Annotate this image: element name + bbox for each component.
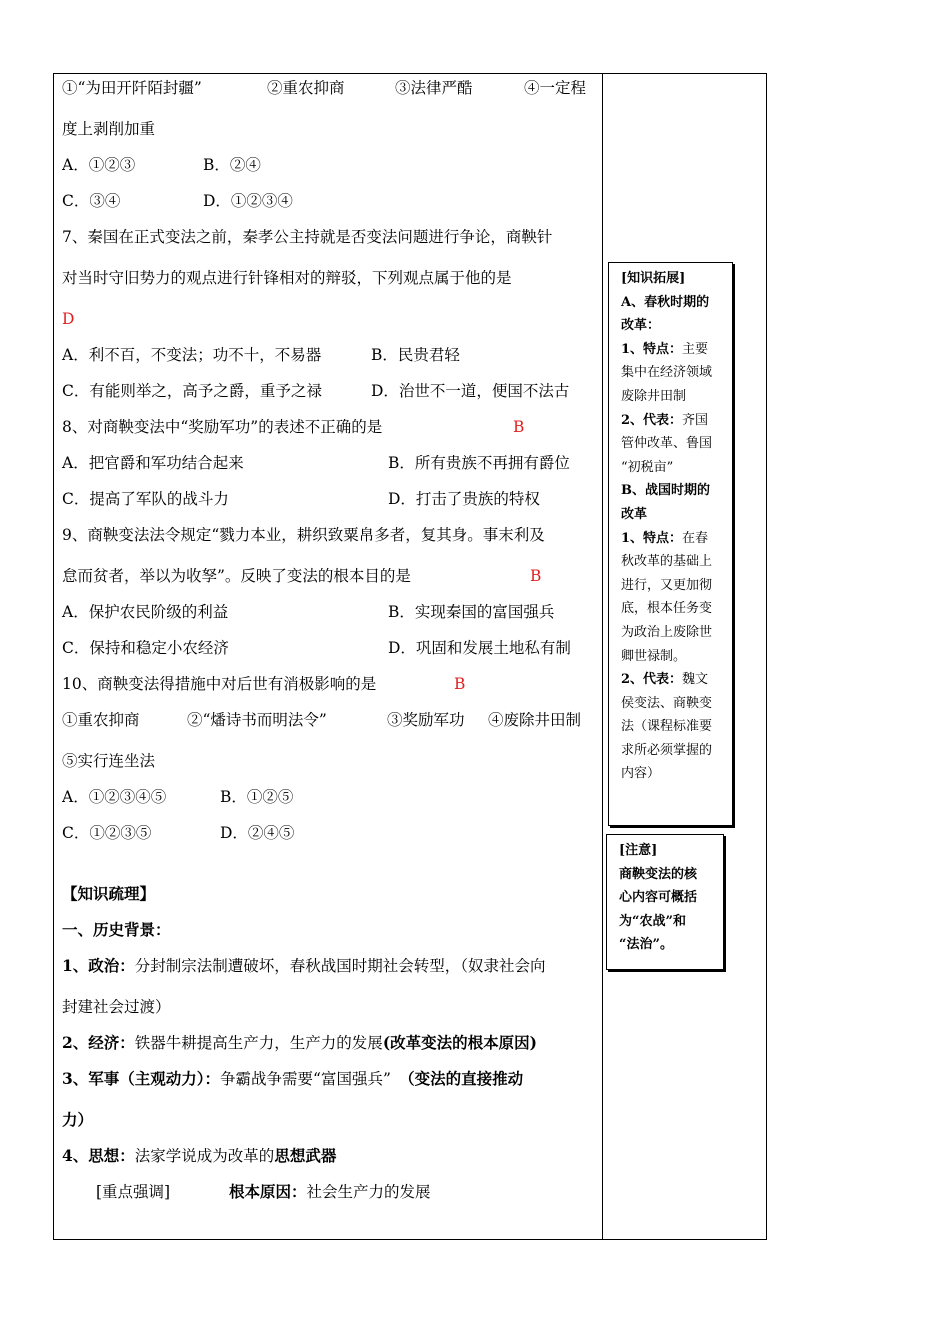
q6-opt-3: ③法律严酷 xyxy=(395,79,473,97)
sa-feature-l3: 废除井田制 xyxy=(621,388,687,404)
q10-choice-c: C．①②③⑤ xyxy=(62,824,152,842)
q10-answer: B xyxy=(454,675,466,693)
q6-choice-b: B．②④ xyxy=(203,156,261,174)
ws-rep-label: 2、代表： xyxy=(621,672,683,688)
point-politics-text: 分封制宗法制遭破坏，春秋战国时期社会转型，（奴隶社会向 xyxy=(134,957,546,975)
column-divider xyxy=(602,73,603,1240)
note-line-2: 心内容可概括 xyxy=(619,890,698,906)
ws-rep-text: 魏文 xyxy=(682,672,709,688)
summary-heading: 【知识疏理】 xyxy=(62,884,156,903)
ws-feature-l6: 卿世禄制。 xyxy=(621,648,687,664)
warring-states-heading-cont: 改革 xyxy=(621,506,648,522)
q9-choice-a: A．保护农民阶级的利益 xyxy=(62,603,229,621)
q10-choice-a: A．①②③④⑤ xyxy=(62,788,167,806)
ws-rep-l2: 侯变法、商鞅变 xyxy=(621,695,713,711)
emphasis-line xyxy=(96,1182,431,1202)
q8-choice-b: B．所有贵族不再拥有爵位 xyxy=(388,454,570,472)
q10-opt-1: ①重农抑商 xyxy=(62,711,140,729)
q9-choice-c: C．保持和稳定小农经济 xyxy=(62,639,229,657)
point-economy xyxy=(62,1033,537,1053)
q8-choice-c: C．提高了军队的战斗力 xyxy=(62,490,229,508)
point-politics-label: 1、政治： xyxy=(62,956,135,975)
q9-stem-text: 怠而贫者，举以为收孥”。反映了变法的根本目的是 xyxy=(62,567,411,585)
q8-stem: 8、对商鞅变法中“奖励军功”的表述不正确的是 xyxy=(62,418,383,436)
point-thought xyxy=(62,1146,336,1166)
ws-feature-text: 在春 xyxy=(682,530,709,546)
q6-choice-a: A．①②③ xyxy=(62,156,136,174)
q9-choice-b: B．实现秦国的富国强兵 xyxy=(388,603,555,621)
q8-choice-a: A．把官爵和军功结合起来 xyxy=(62,454,244,472)
q8-answer: B xyxy=(513,418,525,436)
emphasis-bold: 根本原因： xyxy=(229,1182,307,1201)
emphasis-label: [重点强调] xyxy=(96,1183,171,1201)
point-politics xyxy=(62,956,546,976)
ws-feature-l3: 进行，又更加彻 xyxy=(621,577,713,593)
knowledge-expansion-box xyxy=(608,262,733,826)
q10-choice-d: D．②④⑤ xyxy=(220,824,295,842)
q10-choice-b: B．①②⑤ xyxy=(220,788,294,806)
q10-opt-3: ③奖励军功 xyxy=(387,711,465,729)
point-military-emphasis: （变法的直接推动 xyxy=(406,1069,524,1088)
point-economy-label: 2、经济： xyxy=(62,1033,135,1052)
ws-feature-l2: 秋改革的基础上 xyxy=(621,554,713,570)
q10-opt-2: ②“燔诗书而明法令” xyxy=(187,711,327,729)
q7-answer: D xyxy=(62,310,75,328)
point-military-label: 3、军事（主观动力）： xyxy=(62,1069,221,1088)
point-thought-label: 4、思想： xyxy=(62,1146,135,1165)
q9-choice-d: D．巩固和发展土地私有制 xyxy=(388,639,571,657)
point-politics-cont: 封建社会过渡） xyxy=(62,998,171,1016)
q7-choice-b: B．民贵君轻 xyxy=(371,346,460,364)
ws-rep-l5: 内容） xyxy=(621,766,661,782)
point-economy-emphasis: (改革变法的根本原因) xyxy=(382,1033,537,1052)
q7-stem-line2: 对当时守旧势力的观点进行针锋相对的辩驳，下列观点属于他的是 xyxy=(62,269,512,287)
q7-stem-line1: 7、秦国在正式变法之前，秦孝公主持就是否变法问题进行争论，商鞅针 xyxy=(62,228,553,246)
q6-options-cont: 度上剥削加重 xyxy=(62,120,156,138)
q9-answer: B xyxy=(530,567,542,585)
point-military-cont: 力） xyxy=(62,1110,94,1129)
point-thought-emphasis: 思想武器 xyxy=(274,1146,337,1165)
q10-stem-line xyxy=(62,674,466,694)
note-line-3: 为“农战”和 xyxy=(619,913,686,929)
point-military-text: 争霸战争需要“富国强兵” xyxy=(220,1070,391,1088)
q6-choice-c: C．③④ xyxy=(62,192,121,210)
expansion-title: [知识拓展] xyxy=(621,271,686,286)
sa-feature-text: 主要 xyxy=(682,341,709,357)
section-background-title: 一、历史背景： xyxy=(62,920,171,939)
point-economy-text: 铁器牛耕提高生产力，生产力的发展 xyxy=(134,1034,383,1052)
note-title: [注意] xyxy=(619,843,658,858)
note-line-1: 商鞅变法的核 xyxy=(619,866,698,882)
sa-rep-l3: “初税亩” xyxy=(621,459,674,475)
sa-rep-label: 2、代表： xyxy=(621,412,683,428)
q7-choice-d: D．治世不一道，便国不法古 xyxy=(371,382,570,400)
note-line-4: “法治”。 xyxy=(619,937,673,953)
spring-autumn-heading-cont: 改革： xyxy=(621,318,661,334)
q7-choice-c: C．有能则举之，高予之爵，重予之禄 xyxy=(62,382,322,400)
q9-stem-line2 xyxy=(62,566,542,586)
sa-feature-label: 1、特点： xyxy=(621,341,683,357)
ws-rep-l4: 求所必须掌握的 xyxy=(621,742,713,758)
sa-rep-text: 齐国 xyxy=(682,412,709,428)
sa-rep-l2: 管仲改革、鲁国 xyxy=(621,436,713,452)
ws-feature-l4: 底，根本任务变 xyxy=(621,601,713,617)
q6-opt-1: ①“为田开阡陌封疆” xyxy=(62,79,202,97)
q6-opt-2: ②重农抑商 xyxy=(267,79,345,97)
q10-opt-5: ⑤实行连坐法 xyxy=(62,752,156,770)
spring-autumn-heading: A、春秋时期的 xyxy=(621,294,710,310)
q6-opt-4: ④一定程 xyxy=(524,79,587,97)
point-thought-text: 法家学说成为改革的 xyxy=(134,1147,275,1165)
ws-rep-l3: 法（课程标准要 xyxy=(621,719,713,735)
point-military xyxy=(62,1069,523,1089)
q8-stem-line xyxy=(62,417,525,437)
q6-choice-d: D．①②③④ xyxy=(203,192,293,210)
ws-feature-l5: 为政治上废除世 xyxy=(621,624,713,640)
sa-feature-l2: 集中在经济领域 xyxy=(621,365,713,381)
q10-stem: 10、商鞅变法得措施中对后世有消极影响的是 xyxy=(62,675,377,693)
warring-states-heading: B、战国时期的 xyxy=(621,483,710,499)
emphasis-text: 社会生产力的发展 xyxy=(306,1183,431,1201)
q9-stem-line1: 9、商鞅变法法令规定“戮力本业，耕织致粟帛多者，复其身。事末利及 xyxy=(62,526,545,544)
q7-choice-a: A．利不百，不变法；功不十，不易器 xyxy=(62,346,322,364)
q10-opt-4: ④废除井田制 xyxy=(488,711,582,729)
note-box xyxy=(606,834,724,970)
ws-feature-label: 1、特点： xyxy=(621,530,683,546)
q8-choice-d: D．打击了贵族的特权 xyxy=(388,490,540,508)
